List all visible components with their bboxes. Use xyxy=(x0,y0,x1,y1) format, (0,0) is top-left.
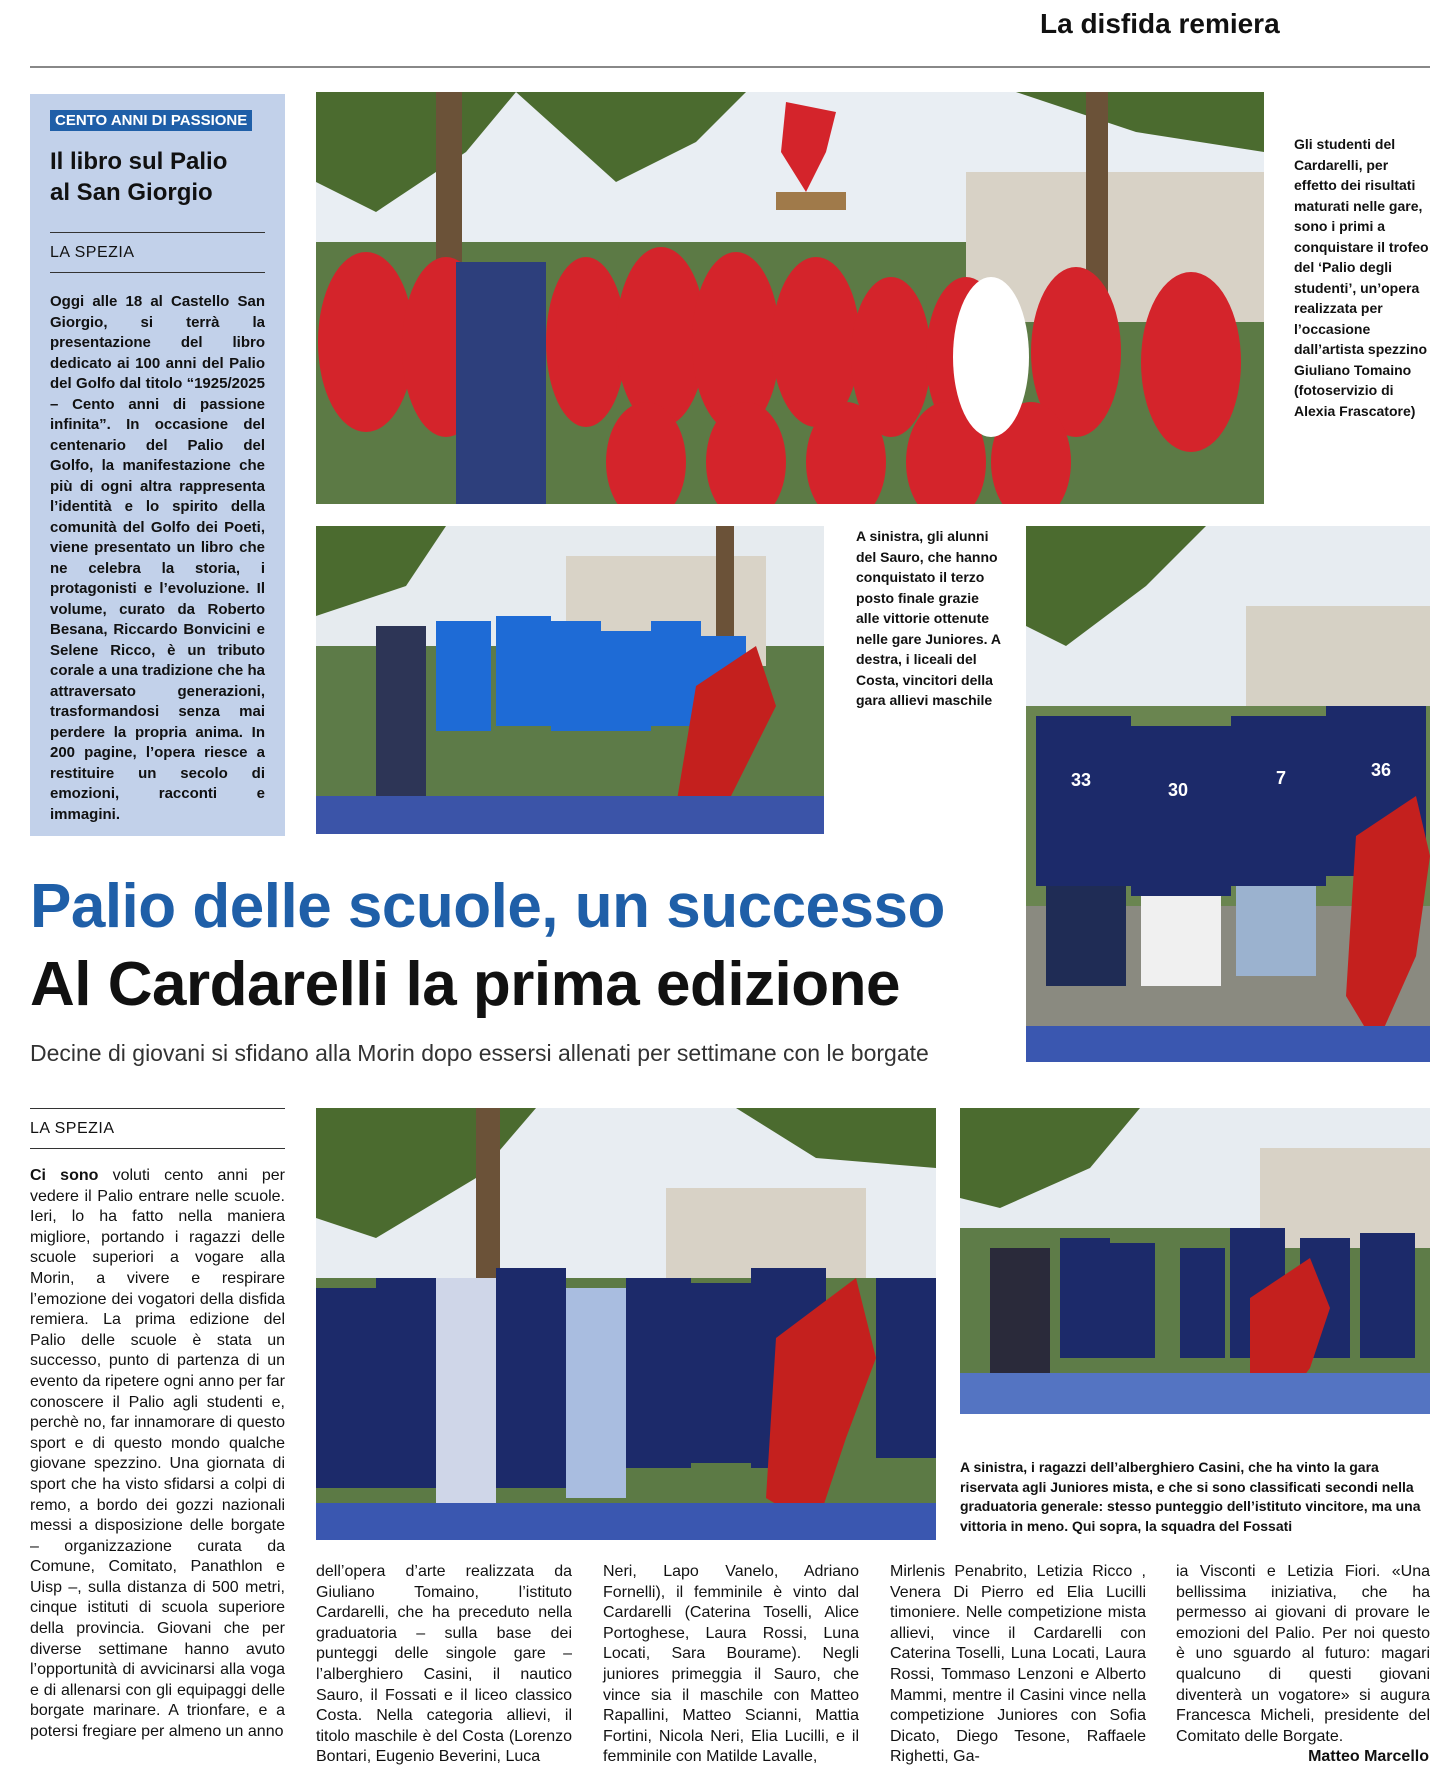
article-rule-top xyxy=(30,1108,285,1109)
article-col3: Neri, Lapo Vanelo, Adriano Fornelli), il femminile è vinto dal Cardarelli (Caterina Toselli, Alice Portoghese, Laura Rossi, Luna Locati, Sara Bourame). Negli juniores primeggia il Sauro, che vince sia il maschile con Matteo Rapallini, Matteo Scianni, Mattia Fortini, Nicola Neri, Elia Lucilli, e il femminile con Matilde Lavalle, xyxy=(603,1563,859,1766)
jersey-number-1: 33 xyxy=(1071,770,1092,790)
article-rule-bottom xyxy=(30,1148,285,1149)
jersey-number-2: 30 xyxy=(1168,780,1189,800)
subhead: Decine di giovani si sfidano alla Morin dopo essersi allenati per settimane con le borgate xyxy=(30,1040,929,1066)
jersey-number-3: 7 xyxy=(1276,768,1287,788)
sidebar-body-lead: Oggi xyxy=(50,293,85,310)
caption-middle: A sinistra, gli alunni del Sauro, che hanno conquistato il terzo posto finale grazie alle vittorie ottenute nelle gare Juniores. A destra, i liceali del Costa, vincitori della gara allievi maschile xyxy=(856,528,1001,708)
jersey-number-4: 36 xyxy=(1371,760,1392,780)
article-dateline: LA SPEZIA xyxy=(30,1120,115,1137)
article-lead: Ci sono xyxy=(30,1167,99,1184)
photo-casini-team xyxy=(316,1108,936,1540)
header-rule xyxy=(30,66,1430,68)
caption-bottom: A sinistra, i ragazzi dell’alberghiero Casini, che ha vinto la gara riservata agli Juniores mista, e che si sono classificati secondi nella graduatoria generale: stesso punteggio dell’istituto vincitore, ma una vittoria in meno. Qui sopra, la squadra del Fossati xyxy=(960,1459,1421,1534)
sidebar-body xyxy=(50,292,265,825)
sidebar-rule-bottom xyxy=(50,272,265,273)
sidebar-title-line1: Il libro sul Palio xyxy=(50,148,228,175)
sidebar-title-line2: al San Giorgio xyxy=(50,179,213,206)
article-col2: dell’opera d’arte realizzata da Giuliano Tomaino, l’istituto Cardarelli, che ha preceduto nella graduatoria – sulla base dei punteggi delle singole gare – l’alberghiero Casini, il nautico Sauro, il Fossati e il liceo classico Costa. Nella categoria allievi, il titolo maschile è del Costa (Lorenzo Bontari, Eugenio Beverini, Luca xyxy=(316,1563,572,1766)
article-col1 xyxy=(30,1166,285,1743)
photo-sauro-team xyxy=(316,526,824,834)
photo-costa-team xyxy=(1026,526,1430,1062)
headline-line2: Al Cardarelli la prima edizione xyxy=(30,950,900,1019)
sidebar-rule-top xyxy=(50,232,265,233)
photo-cardarelli-team xyxy=(316,92,1264,504)
photo-fossati-team xyxy=(960,1108,1430,1414)
headline-line1: Palio delle scuole, un successo xyxy=(30,872,945,941)
sidebar-kicker: CENTO ANNI DI PASSIONE xyxy=(50,110,252,131)
article-col4: Mirlenis Penabrito, Letizia Ricco , Venera Di Pierro ed Elia Lucilli timoniere. Nelle competizione mista allievi, vince il Cardarelli con Caterina Toselli, Luna Locati, Laura Rossi, Tommaso Lenzoni e Alberto Mammi, mentre il Casini vince nella competizione Juniores con Sofia Dicato, Diego Tesone, Raffaele Righetti, Ga- xyxy=(890,1563,1146,1766)
caption-top: Gli studenti del Cardarelli, per effetto dei risultati maturati nelle gare, sono i primi a conquistare il trofeo del ‘Palio degli studenti’, un’opera realizzata per l’occasione dall’artista spezzino Giuliano Tomaino (fotoservizio di Alexia Frascatore) xyxy=(1294,136,1429,419)
sidebar-body-text: alle 18 al Castello San Giorgio, si terrà la presentazione del libro dedicato ai 100 anni del Palio del Golfo dal titolo “1925/2025 – Cento anni di passione infinita”. In occasione del centenario del Palio del Golfo, la manifestazione che più di ogni altra rappresenta l’identità e lo spirito della comunità del Golfo dei Poeti, viene presentato un libro che ne celebra la storia, i protagonisti e l’evoluzione. Il volume, curato da Roberto Besana, Riccardo Bonvicini e Selene Ricco, è un tributo corale a una tradizione che ha attraversato generazioni, trasformandosi senza mai perdere la propria anima. In 200 pagine, l’opera riesce a restituire un secolo di emozioni, racconti e immagini. xyxy=(50,293,265,823)
article-col1-text: voluti cento anni per vedere il Palio entrare nelle scuole. Ieri, lo ha fatto nella maniera migliore, portando i ragazzi delle scuole superiori a vogare alla Morin, a vivere e respirare l’emozione dei vogatori della disfida remiera. La prima edizione del Palio delle scuole è stata un successo, punto di partenza di un evento da ripetere ogni anno per far conoscere il Palio agli studenti e, perchè no, far innamorare di questo sport e di questo mondo qualche giovane spezzino. Una giornata di sport che ha visto sfidarsi a colpi di remo, a bordo dei gozzi nazionali messi a disposizione delle borgate – organizzazione curata da Comune, Comitato, Panathlon e Uisp –, sulla distanza di 500 metri, cinque istituti di scuola superiore della provincia. Giovani che per diverse settimane hanno avuto l’opportunità di avvicinarsi alla voga e di allenarsi con gli equipaggi delle borgate marinare. A trionfare, e a potersi fregiare per almeno un anno xyxy=(30,1167,285,1741)
section-title: La disfida remiera xyxy=(1040,8,1280,39)
sidebar-dateline: LA SPEZIA xyxy=(50,244,135,261)
sidebar-title xyxy=(50,146,270,208)
article-byline: Matteo Marcello xyxy=(1308,1748,1429,1765)
article-col5: ia Visconti e Letizia Fiori. «Una bellissima iniziativa, che ha permesso ai giovani di provare le emozioni del Palio. Per noi questo è uno sguardo al futuro: magari qualcuno di questi giovani diventerà un vogatore» si augura Francesca Micheli, presidente del Comitato delle Borgate. xyxy=(1176,1563,1430,1745)
